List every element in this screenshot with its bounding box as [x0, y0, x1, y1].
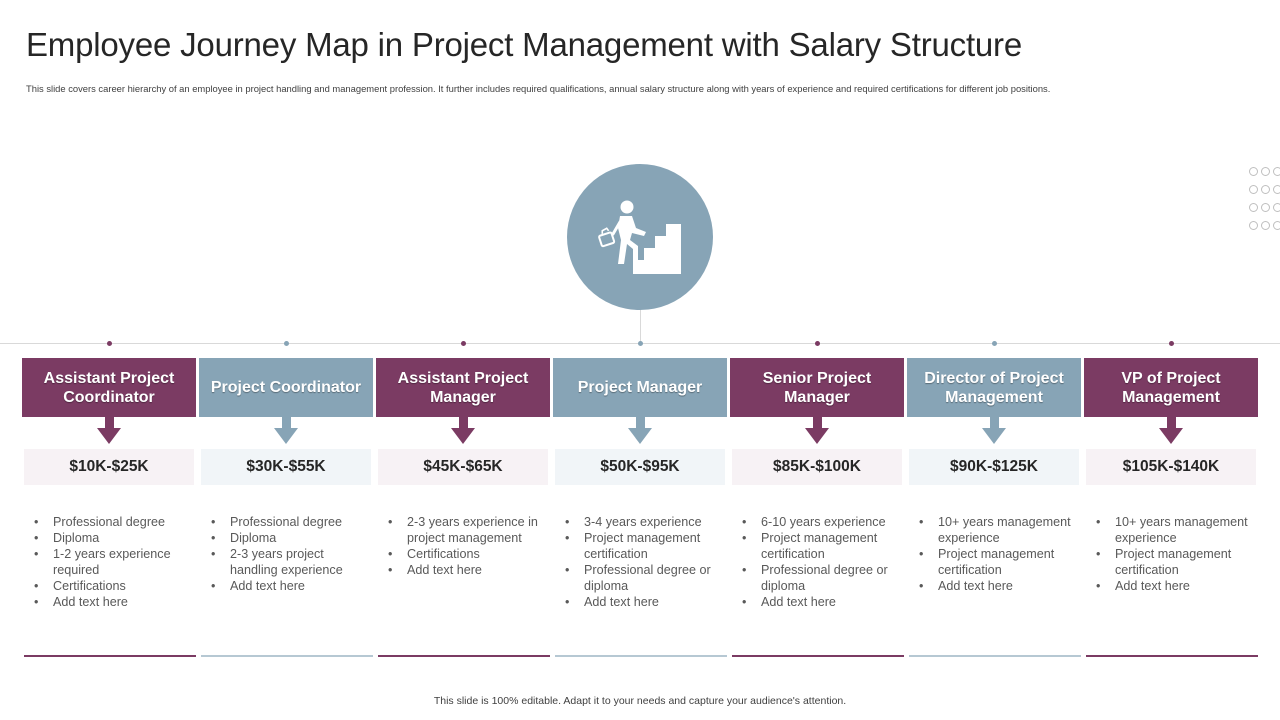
requirements-list — [919, 514, 1081, 594]
salary-range: $45K-$65K — [378, 449, 548, 485]
down-arrow-icon — [813, 417, 822, 428]
requirements-list — [34, 514, 196, 610]
list-item: • Certifications — [388, 546, 550, 562]
list-item: • Project management certification — [1096, 546, 1258, 578]
list-item: • Add text here — [742, 594, 904, 610]
list-item: • Project management certification — [919, 546, 1081, 578]
requirements-list — [388, 514, 550, 578]
list-item: • Project management certification — [742, 530, 904, 562]
list-item: • Add text here — [565, 594, 727, 610]
column-divider — [732, 655, 904, 657]
down-arrow-icon — [990, 417, 999, 428]
position-column-4 — [553, 340, 727, 660]
down-arrow-icon — [1167, 417, 1176, 428]
position-column-2 — [199, 340, 373, 660]
list-item: • Diploma — [34, 530, 196, 546]
list-item: • Project management certification — [565, 530, 727, 562]
position-column-6 — [907, 340, 1081, 660]
column-divider — [24, 655, 196, 657]
timeline-dot — [1169, 341, 1174, 346]
down-arrow-icon — [282, 417, 291, 428]
list-item: • Add text here — [211, 578, 373, 594]
list-item: • Add text here — [1096, 578, 1258, 594]
hub-circle — [567, 164, 713, 310]
list-item: • Add text here — [34, 594, 196, 610]
person-climbing-stairs-icon — [567, 164, 713, 310]
list-item: • Professional degree or diploma — [742, 562, 904, 594]
down-arrow-icon — [459, 417, 468, 428]
timeline-dot — [107, 341, 112, 346]
list-item: • Professional degree — [34, 514, 196, 530]
list-item: • Professional degree or diploma — [565, 562, 727, 594]
list-item: • 10+ years management experience — [1096, 514, 1258, 546]
position-title: Director of Project Management — [907, 358, 1081, 417]
down-arrow-icon — [105, 417, 114, 428]
position-title: Project Coordinator — [199, 358, 373, 417]
salary-range: $90K-$125K — [909, 449, 1079, 485]
salary-range: $105K-$140K — [1086, 449, 1256, 485]
timeline-dot — [284, 341, 289, 346]
list-item: • 2-3 years project handling experience — [211, 546, 373, 578]
position-column-5 — [730, 340, 904, 660]
position-title: Project Manager — [553, 358, 727, 417]
requirements-list — [1096, 514, 1258, 594]
footer-note: This slide is 100% editable. Adapt it to your needs and capture your audience's attention. — [433, 695, 847, 707]
salary-range: $30K-$55K — [201, 449, 371, 485]
slide-subtitle: This slide covers career hierarchy of an employee in project handling and management profession. It further includes required qualifications, annual salary structure along with years of experience and required certifications for different job positions. — [26, 83, 1051, 94]
timeline-dot — [638, 341, 643, 346]
column-divider — [201, 655, 373, 657]
position-title: Assistant Project Coordinator — [22, 358, 196, 417]
down-arrow-icon — [636, 417, 645, 428]
position-column-1 — [22, 340, 196, 660]
list-item: • 1-2 years experience required — [34, 546, 196, 578]
list-item: • 3-4 years experience — [565, 514, 727, 530]
requirements-list — [565, 514, 727, 610]
slide-title: Employee Journey Map in Project Management with Salary Structure — [26, 26, 1023, 63]
position-title: Senior Project Manager — [730, 358, 904, 417]
requirements-list — [742, 514, 904, 610]
timeline-dot — [992, 341, 997, 346]
salary-range: $10K-$25K — [24, 449, 194, 485]
column-divider — [1086, 655, 1258, 657]
salary-range: $85K-$100K — [732, 449, 902, 485]
position-title: VP of Project Management — [1084, 358, 1258, 417]
position-column-7 — [1084, 340, 1258, 660]
list-item: • Diploma — [211, 530, 373, 546]
list-item: • Add text here — [388, 562, 550, 578]
column-divider — [378, 655, 550, 657]
position-title: Assistant Project Manager — [376, 358, 550, 417]
timeline-dot — [815, 341, 820, 346]
column-divider — [909, 655, 1081, 657]
list-item: • Add text here — [919, 578, 1081, 594]
list-item: • 10+ years management experience — [919, 514, 1081, 546]
salary-range: $50K-$95K — [555, 449, 725, 485]
requirements-list — [211, 514, 373, 594]
list-item: • Professional degree — [211, 514, 373, 530]
hub-connector — [640, 308, 641, 344]
position-column-3 — [376, 340, 550, 660]
list-item: • 6-10 years experience — [742, 514, 904, 530]
list-item: • 2-3 years experience in project management — [388, 514, 550, 546]
timeline-dot — [461, 341, 466, 346]
column-divider — [555, 655, 727, 657]
list-item: • Certifications — [34, 578, 196, 594]
